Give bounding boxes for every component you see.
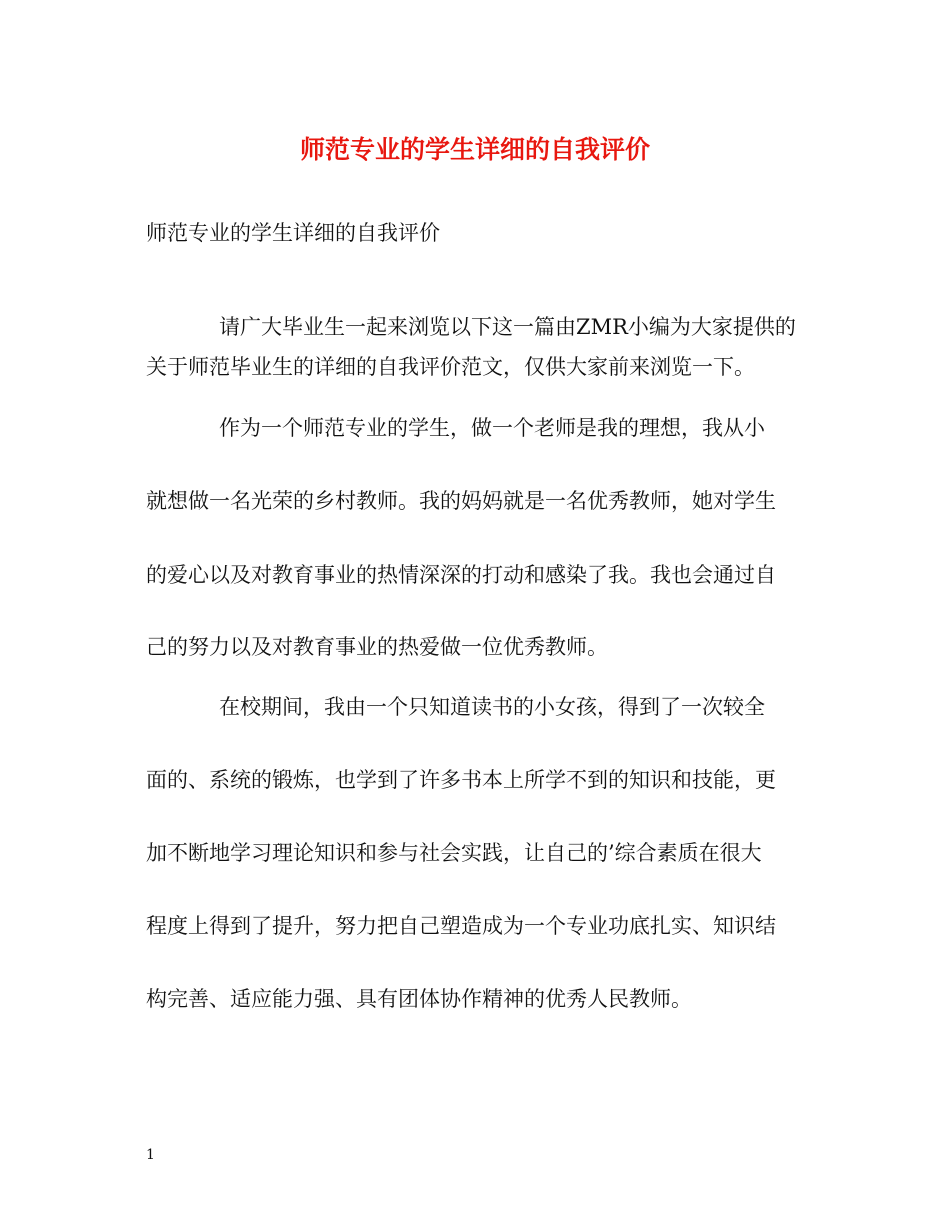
paragraph-3-line-4: 程度上得到了提升，努力把自己塑造成为一个专业功底扎实、知识结 — [146, 914, 776, 938]
paragraph-1-line-1: 请广大毕业生一起来浏览以下这一篇由ZMR小编为大家提供的 — [219, 315, 796, 339]
paragraph-3-line-2: 面的、系统的锻炼，也学到了许多书本上所学不到的知识和技能，更 — [146, 768, 776, 792]
paragraph-2-line-4: 己的努力以及对教育事业的热爱做一位优秀教师。 — [146, 635, 608, 659]
paragraph-2-line-3: 的爱心以及对教育事业的热情深深的打动和感染了我。我也会通过自 — [146, 563, 776, 587]
document-title: 师范专业的学生详细的自我评价 — [299, 135, 650, 164]
paragraph-2-line-2: 就想做一名光荣的乡村教师。我的妈妈就是一名优秀教师，她对学生 — [146, 489, 776, 513]
paragraph-1-line-2: 关于师范毕业生的详细的自我评价范文，仅供大家前来浏览一下。 — [146, 355, 755, 379]
page-number: 1 — [146, 1147, 155, 1163]
document-subtitle: 师范专业的学生详细的自我评价 — [146, 221, 440, 245]
paragraph-3-line-3: 加不断地学习理论知识和参与社会实践，让自己的’综合素质在很大 — [146, 841, 762, 865]
paragraph-3-line-1: 在校期间，我由一个只知道读书的小女孩，得到了一次较全 — [219, 695, 765, 719]
paragraph-2-line-1: 作为一个师范专业的学生，做一个老师是我的理想，我从小 — [219, 416, 765, 440]
paragraph-3-line-5: 构完善、适应能力强、具有团体协作精神的优秀人民教师。 — [146, 987, 692, 1011]
